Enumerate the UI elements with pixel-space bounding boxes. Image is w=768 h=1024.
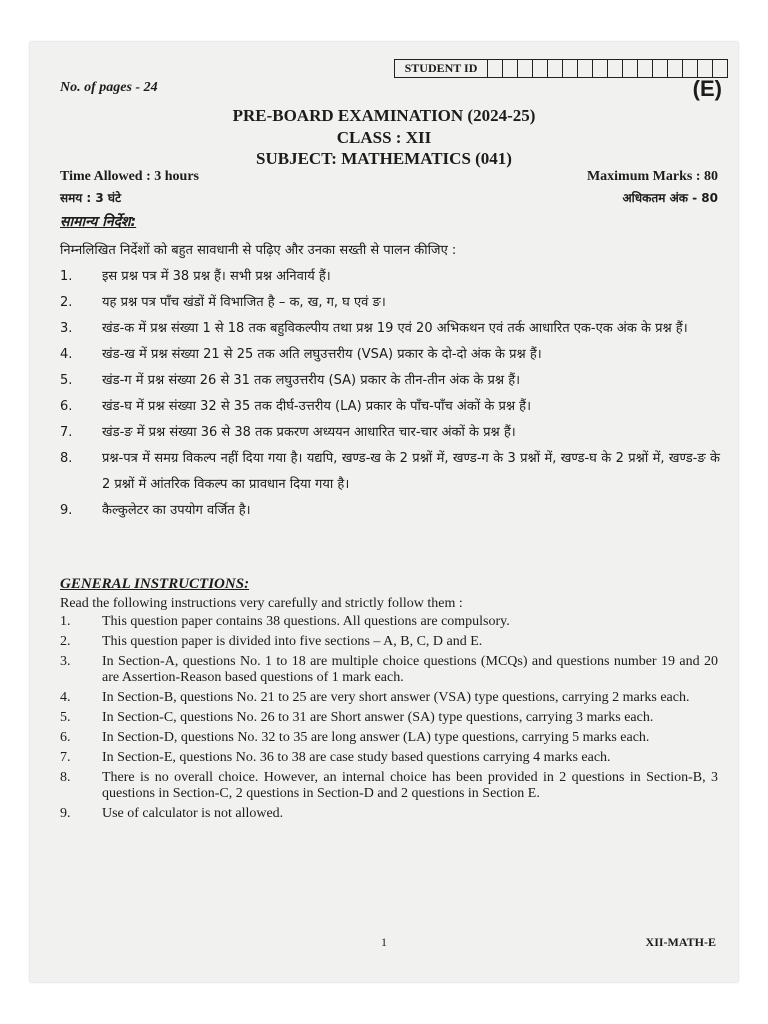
item-text: खंड-घ में प्रश्न संख्या 32 से 35 तक दीर्घ-उत्तरीय (LA) प्रकार के पाँच-पाँच अंकों के प्रश्न हैं। [102,399,531,414]
item-text: This question paper contains 38 questions. All questions are compulsory. [102,614,510,629]
list-item [60,614,718,630]
item-number: 6. [60,399,73,414]
item-number: 1. [60,269,73,284]
edition-marker: (E) [692,76,722,101]
page-count: No. of pages - 24 [60,80,158,95]
time-allowed-hindi: समय : 3 घंटे [60,191,122,205]
item-number: 7. [60,750,71,765]
item-text: खंड-ख में प्रश्न संख्या 21 से 25 तक अति लघुउत्तरीय (VSA) प्रकार के दो-दो अंक के प्रश्न हैं। [102,347,542,362]
student-id-cell [638,60,653,77]
item-number: 8. [60,451,73,466]
time-allowed: Time Allowed : 3 hours [60,169,199,184]
item-number: 8. [60,770,71,785]
list-item [60,654,718,686]
list-item [60,806,718,822]
item-number: 5. [60,373,73,388]
student-id-cell [608,60,623,77]
student-id-cell [578,60,593,77]
list-item [60,264,720,290]
list-item [60,446,720,498]
subject-line: SUBJECT: MATHEMATICS (041) [256,149,512,168]
list-item [60,498,720,524]
list-item [60,342,720,368]
item-text: इस प्रश्न पत्र में 38 प्रश्न हैं। सभी प्रश्न अनिवार्य हैं। [102,269,331,284]
item-text: खंड-ङ में प्रश्न संख्या 36 से 38 तक प्रकरण अध्ययन आधारित चार-चार अंकों के प्रश्न हैं। [102,425,516,440]
list-item [60,770,718,802]
item-number: 4. [60,690,71,705]
student-id-cell [668,60,683,77]
item-number: 6. [60,730,71,745]
student-id-label: STUDENT ID [395,60,488,77]
item-text: खंड-ग में प्रश्न संख्या 26 से 31 तक लघुउत्तरीय (SA) प्रकार के तीन-तीन अंक के प्रश्न हैं। [102,373,521,388]
item-number: 3. [60,654,71,669]
student-id-cell [518,60,533,77]
item-text: In Section-D, questions No. 32 to 35 are long answer (LA) type questions, carrying 5 marks each. [102,730,650,745]
item-text: In Section-C, questions No. 26 to 31 are Short answer (SA) type questions, carrying 3 marks each. [102,710,654,725]
hindi-instructions-intro: निम्नलिखित निर्देशों को बहुत सावधानी से पढ़िए और उनका सख्ती से पालन कीजिए : [60,243,457,258]
student-id-cell [488,60,503,77]
item-text: खंड-क में प्रश्न संख्या 1 से 18 तक बहुविकल्पीय तथा प्रश्न 19 एवं 20 अभिकथन एवं तर्क आधारित एक-एक अंक के प्रश्न हैं। [102,321,688,336]
item-text: यह प्रश्न पत्र पाँच खंडों में विभाजित है – क, ख, ग, घ एवं ङ। [102,295,386,310]
list-item [60,368,720,394]
item-text: कैल्कुलेटर का उपयोग वर्जित है। [102,503,251,518]
item-text: This question paper is divided into five sections – A, B, C, D and E. [102,634,483,649]
general-instructions-list [60,614,718,826]
item-text: There is no overall choice. However, an internal choice has been provided in 2 questions in Section-B, 3 questions in Section-C, 2 questions in Section-D and 2 questions in Section E. [102,770,718,801]
exam-page [30,42,738,982]
student-id-cell [548,60,563,77]
paper-code: XII-MATH-E [645,935,716,949]
student-id-cell [593,60,608,77]
student-id-cell [713,60,727,77]
student-id-cell [533,60,548,77]
list-item [60,290,720,316]
class-line: CLASS : XII [336,128,432,147]
item-number: 5. [60,710,71,725]
hindi-instructions-heading: सामान्य निर्देश: [60,214,137,230]
student-id-cell [563,60,578,77]
student-id-cell [623,60,638,77]
list-item [60,710,718,726]
item-text: In Section-B, questions No. 21 to 25 are very short answer (VSA) type questions, carrying 2 marks each. [102,690,690,705]
list-item [60,634,718,650]
list-item [60,394,720,420]
list-item [60,316,720,342]
item-number: 2. [60,295,73,310]
list-item [60,730,718,746]
student-id-cell [503,60,518,77]
item-number: 4. [60,347,73,362]
maximum-marks-hindi: अधिकतम अंक - 80 [622,191,718,205]
student-id-cell [653,60,668,77]
general-instructions-heading: GENERAL INSTRUCTIONS: [60,576,250,592]
item-text: प्रश्न-पत्र में समग्र विकल्प नहीं दिया गया है। यद्यपि, खण्ड-ख के 2 प्रश्नों में, खण्ड-ग के 3 प्रश्नों में, खण्ड-घ के 2 प्रश्नों में, खण्ड-ङ के 2 प्रश्नों में आंतरिक विकल्प का प्रावधान दिया गया है। [102,451,720,492]
item-number: 7. [60,425,73,440]
item-number: 1. [60,614,71,629]
maximum-marks: Maximum Marks : 80 [586,169,718,184]
item-text: In Section-A, questions No. 1 to 18 are multiple choice questions (MCQs) and questions number 19 and 20 are Assertion-Reason based questions of 1 mark each. [102,654,718,685]
list-item [60,690,718,706]
list-item [60,420,720,446]
general-instructions-intro: Read the following instructions very carefully and strictly follow them : [60,596,463,611]
exam-title: PRE-BOARD EXAMINATION (2024-25) [232,106,536,125]
page-number: 1 [381,935,387,949]
student-id-cell [698,60,713,77]
item-number: 9. [60,806,71,821]
student-id-cell [683,60,698,77]
item-text: Use of calculator is not allowed. [102,806,284,821]
student-id-box [394,59,728,78]
item-text: In Section-E, questions No. 36 to 38 are case study based questions carrying 4 marks each. [102,750,611,765]
hindi-instructions-list [60,264,720,524]
item-number: 3. [60,321,73,336]
list-item [60,750,718,766]
item-number: 9. [60,503,73,518]
item-number: 2. [60,634,71,649]
